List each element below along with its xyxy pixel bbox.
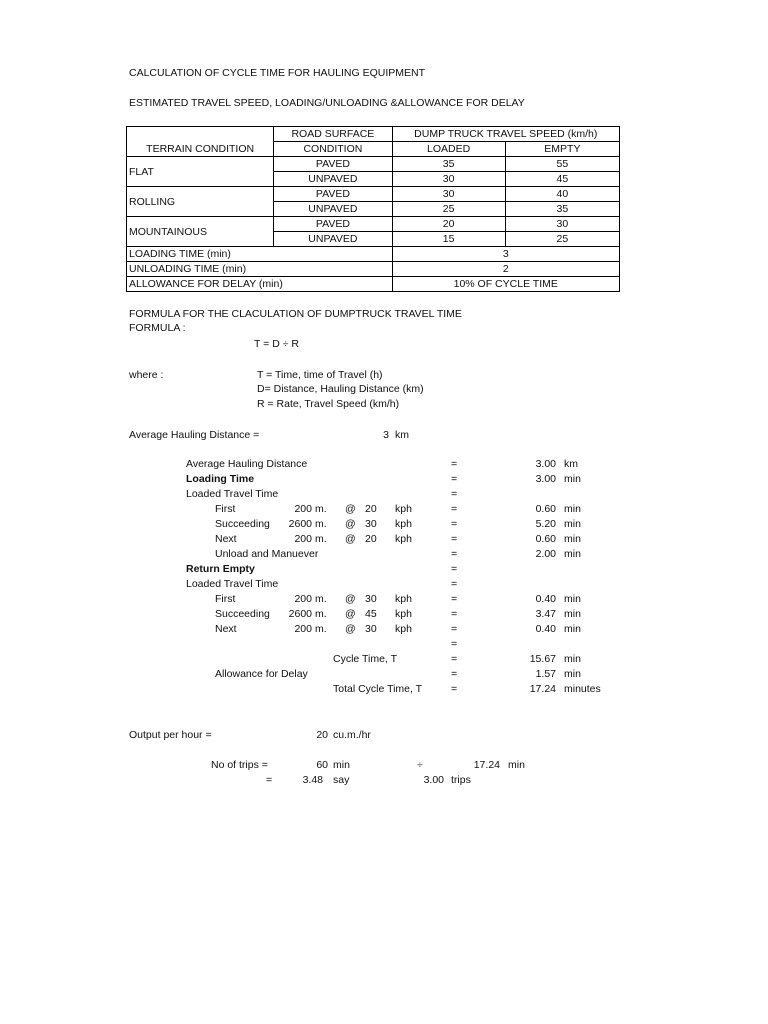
avg-distance-unit: km (395, 429, 409, 441)
surface-cell: UNPAVED (274, 232, 392, 247)
empty-speed-cell: 30 (505, 217, 619, 232)
definition-d: D= Distance, Hauling Distance (km) (257, 383, 424, 395)
calc-value: 0.60 (535, 503, 556, 515)
calc-unit: min (564, 608, 581, 620)
calc-label: Loaded Travel Time (186, 488, 279, 500)
calc-label: Next (215, 533, 237, 545)
terrain-cell: FLAT (127, 157, 274, 187)
equals-sign: = (451, 458, 458, 470)
minutes-unit: min (333, 759, 350, 771)
header-empty: EMPTY (505, 142, 619, 157)
trips-rounded: 3.00 (423, 774, 444, 786)
travel-speed-table (126, 126, 620, 292)
distance-value: 200 (294, 593, 312, 605)
distance-value: 2600 (288, 518, 312, 530)
calc-row (0, 488, 768, 503)
calc-value: 0.40 (535, 593, 556, 605)
distance-unit: m. (315, 608, 327, 620)
avg-distance-value: 3 (383, 429, 389, 441)
surface-cell: UNPAVED (274, 172, 392, 187)
calc-label: Loading Time (186, 473, 255, 485)
calc-row (0, 593, 768, 608)
avg-distance-label: Average Hauling Distance = (129, 429, 260, 441)
distance-unit: m. (315, 533, 327, 545)
calc-row (0, 473, 768, 488)
distance-value: 200 (294, 623, 312, 635)
header-terrain: TERRAIN CONDITION (127, 127, 274, 157)
equals-sign: = (266, 774, 273, 786)
speed-value: 45 (365, 608, 377, 620)
speed-unit: kph (395, 533, 412, 545)
loaded-speed-cell: 20 (392, 217, 505, 232)
loaded-speed-cell: 35 (392, 157, 505, 172)
calc-label: Total Cycle Time, T (333, 683, 423, 695)
equals-sign: = (451, 683, 458, 695)
equals-sign: = (451, 488, 458, 500)
calc-unit: min (564, 503, 581, 515)
loaded-speed-cell: 30 (392, 187, 505, 202)
table-row (127, 277, 620, 292)
calc-value: 0.60 (535, 533, 556, 545)
loaded-speed-cell: 25 (392, 202, 505, 217)
speed-unit: kph (395, 503, 412, 515)
header-road-1: ROAD SURFACE (274, 127, 392, 142)
calc-row (0, 533, 768, 548)
header-dump-truck-speed: DUMP TRUCK TRAVEL SPEED (km/h) (392, 127, 619, 142)
cycle-time-value: 17.24 (473, 759, 500, 771)
calc-unit: minutes (564, 683, 601, 695)
distance-unit: m. (315, 623, 327, 635)
delay-allowance-value: 10% OF CYCLE TIME (392, 277, 619, 292)
trips-computed: 3.48 (302, 774, 323, 786)
calc-unit: min (564, 473, 581, 485)
equals-sign: = (451, 668, 458, 680)
calc-label: First (215, 503, 236, 515)
calc-value: 1.57 (535, 668, 556, 680)
calc-unit: min (564, 548, 581, 560)
calc-row (0, 503, 768, 518)
distance-unit: m. (315, 503, 327, 515)
distance-value: 2600 (288, 608, 312, 620)
loaded-speed-cell: 30 (392, 172, 505, 187)
empty-speed-cell: 35 (505, 202, 619, 217)
equals-sign: = (451, 473, 458, 485)
loaded-speed-cell: 15 (392, 232, 505, 247)
equals-sign: = (451, 578, 458, 590)
definition-r: R = Rate, Travel Speed (km/h) (257, 398, 400, 410)
equals-sign: = (451, 623, 458, 635)
surface-cell: PAVED (274, 217, 392, 232)
speed-unit: kph (395, 593, 412, 605)
output-label: Output per hour = (129, 729, 212, 741)
loading-time-label: LOADING TIME (min) (127, 247, 393, 262)
equals-sign: = (451, 638, 458, 650)
formula-label: FORMULA : (129, 322, 186, 334)
calc-value: 17.24 (529, 683, 556, 695)
cycle-time-unit: min (508, 759, 525, 771)
speed-value: 30 (365, 518, 377, 530)
calc-value: 3.00 (535, 473, 556, 485)
calc-value: 3.47 (535, 608, 556, 620)
trips-unit: trips (451, 774, 471, 786)
formula-expression: T = D ÷ R (254, 338, 299, 350)
table-row (127, 187, 620, 202)
at-sign: @ (345, 593, 356, 605)
calc-row (0, 683, 768, 698)
header-loaded: LOADED (392, 142, 505, 157)
calc-label: Loaded Travel Time (186, 578, 279, 590)
calc-row (0, 653, 768, 668)
calc-row (0, 548, 768, 563)
calc-label: Next (215, 623, 237, 635)
at-sign: @ (345, 623, 356, 635)
calc-unit: min (564, 518, 581, 530)
calc-row (0, 578, 768, 593)
terrain-cell: MOUNTAINOUS (127, 217, 274, 247)
at-sign: @ (345, 533, 356, 545)
calc-unit: min (564, 668, 581, 680)
calc-row (0, 623, 768, 638)
speed-unit: kph (395, 518, 412, 530)
table-row (127, 157, 620, 172)
output-value: 20 (316, 729, 328, 741)
calc-label: Unload and Manuever (215, 548, 319, 560)
equals-sign: = (451, 503, 458, 515)
distance-value: 200 (294, 503, 312, 515)
calc-label: Cycle Time, T (333, 653, 397, 665)
header-road-2: CONDITION (274, 142, 392, 157)
calc-value: 3.00 (535, 458, 556, 470)
surface-cell: PAVED (274, 187, 392, 202)
at-sign: @ (345, 608, 356, 620)
calc-row (0, 518, 768, 533)
speed-value: 30 (365, 623, 377, 635)
calc-row (0, 638, 768, 653)
speed-value: 20 (365, 503, 377, 515)
calc-value: 0.40 (535, 623, 556, 635)
at-sign: @ (345, 503, 356, 515)
say-label: say (333, 774, 350, 786)
delay-allowance-label: ALLOWANCE FOR DELAY (min) (127, 277, 393, 292)
minutes-per-hour: 60 (316, 759, 328, 771)
distance-unit: m. (315, 518, 327, 530)
equals-sign: = (451, 548, 458, 560)
table-row (127, 262, 620, 277)
distance-value: 200 (294, 533, 312, 545)
empty-speed-cell: 25 (505, 232, 619, 247)
equals-sign: = (451, 518, 458, 530)
speed-unit: kph (395, 608, 412, 620)
speed-value: 30 (365, 593, 377, 605)
calc-unit: min (564, 593, 581, 605)
table-row (127, 217, 620, 232)
section-subtitle: ESTIMATED TRAVEL SPEED, LOADING/UNLOADING &ALLOWANCE FOR DELAY (129, 97, 525, 109)
calc-label: Succeeding (215, 518, 270, 530)
equals-sign: = (451, 593, 458, 605)
calc-label: Allowance for Delay (215, 668, 308, 680)
calc-value: 5.20 (535, 518, 556, 530)
empty-speed-cell: 40 (505, 187, 619, 202)
output-unit: cu.m./hr (333, 729, 371, 741)
calc-unit: km (564, 458, 578, 470)
definition-t: T = Time, time of Travel (h) (257, 369, 383, 381)
calc-row (0, 608, 768, 623)
calc-label: Average Hauling Distance (186, 458, 308, 470)
calc-value: 15.67 (529, 653, 556, 665)
calc-unit: min (564, 623, 581, 635)
empty-speed-cell: 45 (505, 172, 619, 187)
unloading-time-label: UNLOADING TIME (min) (127, 262, 393, 277)
surface-cell: PAVED (274, 157, 392, 172)
equals-sign: = (451, 608, 458, 620)
unloading-time-value: 2 (392, 262, 619, 277)
empty-speed-cell: 55 (505, 157, 619, 172)
calc-unit: min (564, 653, 581, 665)
loading-time-value: 3 (392, 247, 619, 262)
calc-label: First (215, 593, 236, 605)
formula-heading: FORMULA FOR THE CLACULATION OF DUMPTRUCK TRAVEL TIME (129, 308, 462, 320)
equals-sign: = (451, 563, 458, 575)
at-sign: @ (345, 518, 356, 530)
calc-row (0, 563, 768, 578)
speed-unit: kph (395, 623, 412, 635)
calc-label: Succeeding (215, 608, 270, 620)
page-title: CALCULATION OF CYCLE TIME FOR HAULING EQUIPMENT (129, 67, 425, 79)
equals-sign: = (451, 533, 458, 545)
calc-row (0, 668, 768, 683)
calc-label: Return Empty (186, 563, 255, 575)
calc-unit: min (564, 533, 581, 545)
surface-cell: UNPAVED (274, 202, 392, 217)
calc-row (0, 458, 768, 473)
speed-value: 20 (365, 533, 377, 545)
trips-label: No of trips = (211, 759, 268, 771)
equals-sign: = (451, 653, 458, 665)
divide-sign: ÷ (417, 759, 423, 771)
where-label: where : (129, 369, 164, 381)
terrain-cell: ROLLING (127, 187, 274, 217)
distance-unit: m. (315, 593, 327, 605)
calc-value: 2.00 (535, 548, 556, 560)
table-row (127, 247, 620, 262)
